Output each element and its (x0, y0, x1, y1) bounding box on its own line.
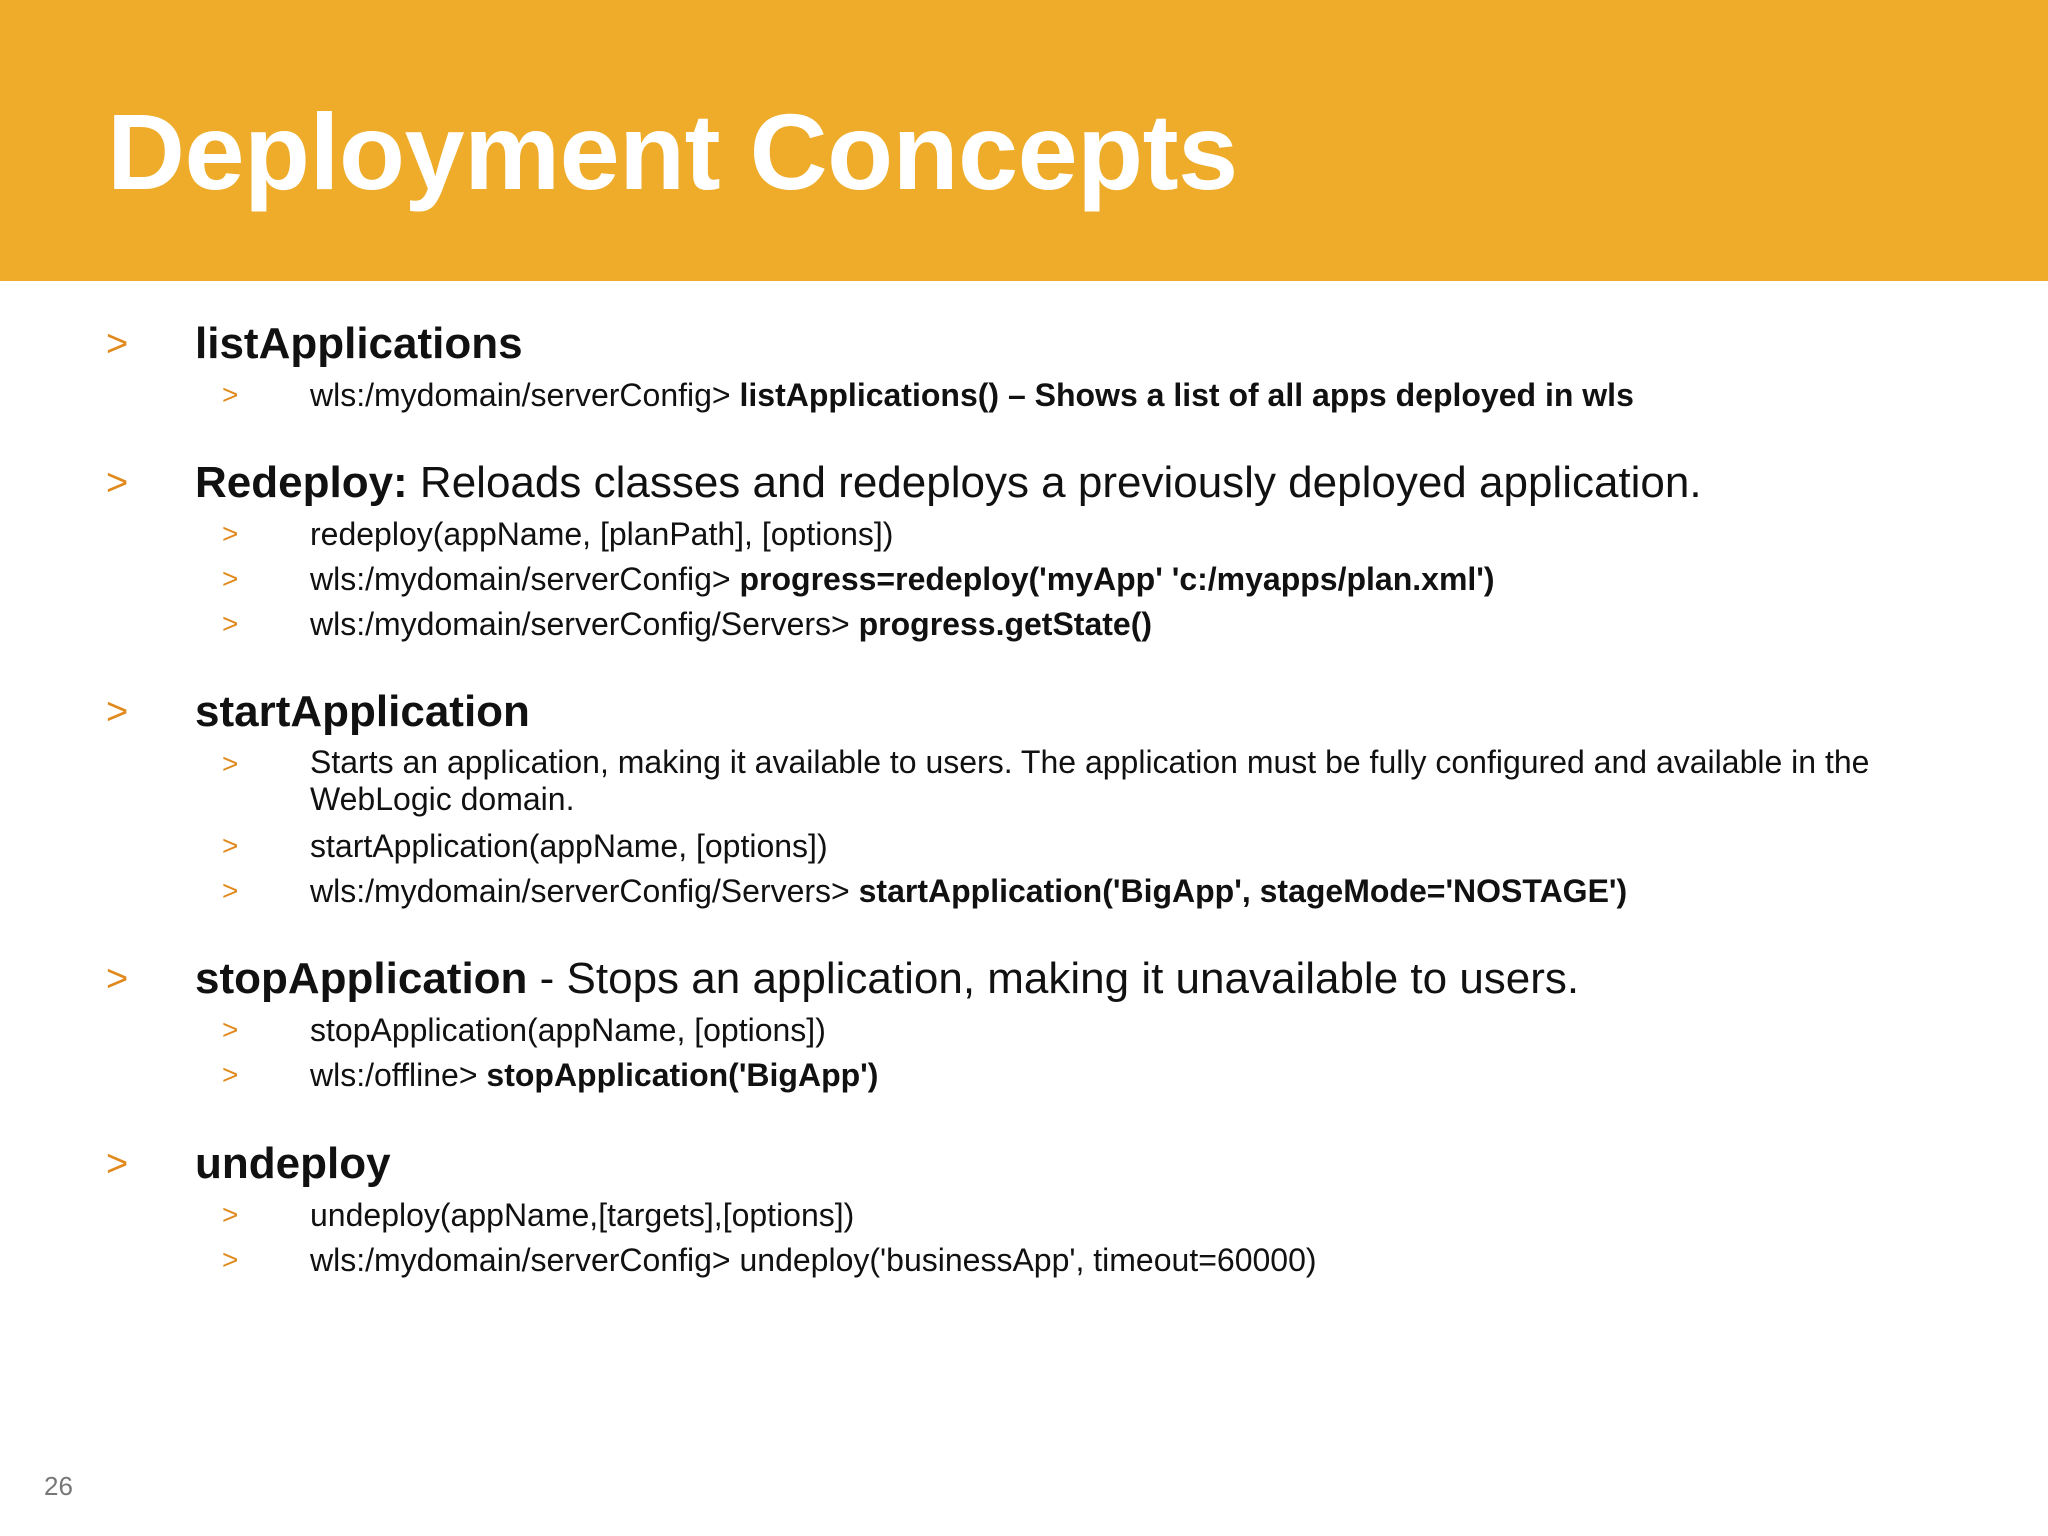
sub-bullet (0, 871, 2048, 911)
heading-bold: Redeploy: (195, 458, 408, 507)
sub-bullet-arrow-icon: > (222, 830, 239, 861)
sub-bullet-text (310, 871, 1627, 911)
title-band (0, 0, 2048, 281)
heading-bold: stopApplication (195, 954, 528, 1003)
sub-bullet-arrow-icon: > (222, 875, 239, 906)
sub-bullet-text: stopApplication(appName, [options]) (310, 1012, 826, 1048)
command-text: progress=redeploy('myApp' 'c:/myapps/plan.xml') (739, 561, 1495, 597)
bullet-list-applications (0, 316, 2048, 372)
sub-bullet-arrow-icon: > (222, 608, 239, 639)
sub-bullet-arrow-icon: > (222, 1199, 239, 1230)
sub-bullet (0, 559, 2048, 599)
sub-bullet (0, 514, 2048, 554)
prompt-text: wls:/mydomain/serverConfig> (310, 561, 740, 597)
bullet-undeploy (0, 1136, 2048, 1192)
sub-bullet (0, 1010, 2048, 1050)
sub-bullet (0, 826, 2048, 866)
sub-bullet-text: Starts an application, making it available to users. The application must be fully configured and available in the WebLogic domain. (310, 744, 1870, 817)
sub-bullet-arrow-icon: > (222, 748, 239, 779)
sub-bullet-text: wls:/mydomain/serverConfig> undeploy('businessApp', timeout=60000) (310, 1242, 1317, 1278)
bullet-arrow-icon: > (106, 462, 129, 504)
sub-bullet (0, 744, 2048, 817)
sub-bullet-arrow-icon: > (222, 1014, 239, 1045)
heading-bold: startApplication (195, 687, 530, 736)
sub-bullet-text: undeploy(appName,[targets],[options]) (310, 1197, 855, 1233)
sub-bullet-arrow-icon: > (222, 379, 239, 410)
bullet-arrow-icon: > (106, 323, 129, 365)
sub-bullet (0, 1240, 2048, 1280)
command-text: progress.getState() (858, 606, 1153, 642)
sub-bullet-text: redeploy(appName, [planPath], [options]) (310, 516, 894, 552)
sub-bullet-arrow-icon: > (222, 1059, 239, 1090)
heading-description: Reloads classes and redeploys a previously deployed application. (407, 458, 1702, 507)
bullet-arrow-icon: > (106, 958, 129, 1000)
sub-bullet (0, 1055, 2048, 1095)
bullet-heading (195, 316, 523, 372)
sub-bullet (0, 1195, 2048, 1235)
heading-bold: undeploy (195, 1139, 391, 1188)
command-text: listApplications() – Shows a list of all apps deployed in wls (739, 377, 1634, 413)
sub-bullet-arrow-icon: > (222, 1244, 239, 1275)
sub-bullet-text (310, 604, 1152, 644)
bullet-arrow-icon: > (106, 1143, 129, 1185)
sub-bullet (0, 375, 2048, 415)
heading-bold: listApplications (195, 319, 523, 368)
prompt-text: wls:/mydomain/serverConfig/Servers> (310, 606, 859, 642)
sub-bullet-arrow-icon: > (222, 518, 239, 549)
bullet-start-application (0, 684, 2048, 740)
command-text: startApplication('BigApp', stageMode='NOSTAGE') (858, 873, 1628, 909)
bullet-heading (195, 684, 530, 740)
bullet-heading (195, 951, 1579, 1007)
sub-bullet-text: startApplication(appName, [options]) (310, 828, 828, 864)
command-text: stopApplication('BigApp') (486, 1057, 879, 1093)
sub-bullet-text (310, 559, 1495, 599)
bullet-heading (195, 1136, 391, 1192)
sub-bullet-text (310, 1055, 878, 1095)
sub-bullet-arrow-icon: > (222, 563, 239, 594)
sub-bullet (0, 604, 2048, 644)
bullet-stop-application (0, 951, 2048, 1007)
bullet-arrow-icon: > (106, 691, 129, 733)
prompt-text: wls:/mydomain/serverConfig> (310, 377, 740, 413)
sub-bullet-text (310, 375, 1634, 415)
bullet-heading (195, 455, 1702, 511)
bullet-redeploy (0, 455, 2048, 511)
prompt-text: wls:/mydomain/serverConfig/Servers> (310, 873, 859, 909)
heading-description: - Stops an application, making it unavailable to users. (527, 954, 1580, 1003)
page-number: 26 (44, 1471, 73, 1501)
slide-title: Deployment Concepts (107, 91, 1238, 212)
prompt-text: wls:/offline> (310, 1057, 487, 1093)
